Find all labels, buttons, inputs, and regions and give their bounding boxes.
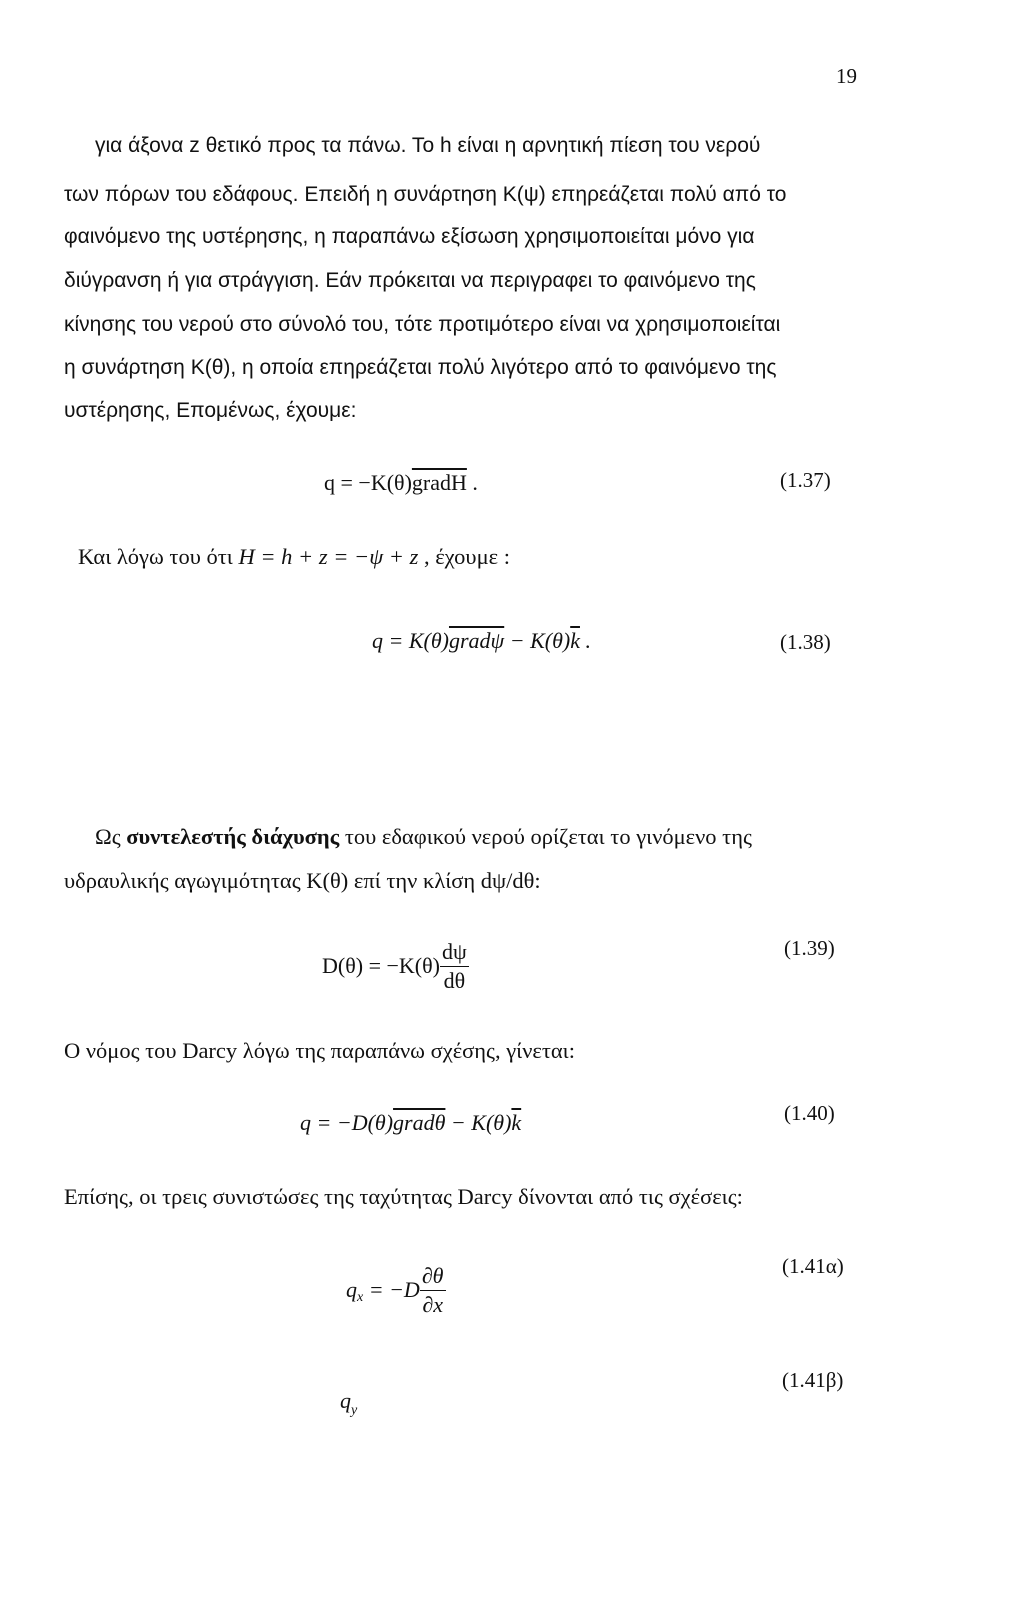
fraction-denominator: dθ: [443, 967, 466, 993]
gradient-term: gradθ: [393, 1110, 446, 1135]
equation-number: (1.38): [780, 630, 831, 654]
text-line: υστέρησης, Επομένως, έχουμε:: [64, 399, 357, 422]
text-line: κίνησης του νερού στο σύνολό του, τότε προτιμότερο είναι να χρησιμοποιείται: [64, 313, 781, 336]
subscript: x: [357, 1290, 364, 1306]
equation-text: q = −D(θ): [300, 1110, 394, 1135]
text-span: Ως: [95, 824, 127, 849]
unit-vector: $\overline{k}$: [570, 628, 580, 653]
equation-1-41a: [346, 1262, 446, 1318]
equation-text: q = K(θ): [372, 628, 449, 653]
fraction: [440, 938, 469, 994]
equation-text: .: [466, 470, 478, 495]
text-line: των πόρων του εδάφους. Επειδή η συνάρτηση Κ(ψ) επηρεάζεται πολύ από το: [64, 183, 787, 206]
gradient-term: gradH: [411, 470, 467, 495]
unit-vector: $\overline{k}$: [511, 1110, 522, 1135]
text-line: διύγρανση ή για στράγγιση. Εάν πρόκειται να περιγραφει το φαινόμενο της: [64, 269, 756, 292]
text-span: του εδαφικού νερού ορίζεται το γινόμενο της: [339, 824, 752, 849]
text-span: , έχουμε :: [418, 544, 510, 569]
equation-number: (1.41β): [782, 1368, 844, 1392]
text-line: [78, 546, 510, 569]
equation-text: .: [579, 628, 591, 653]
bold-term: συντελεστής διάχυσης: [126, 824, 340, 849]
fraction: [420, 1262, 446, 1318]
text-line: υδραυλικής αγωγιμότητας Κ(θ) επί την κλίση dψ/dθ:: [64, 868, 541, 893]
fraction-numerator: ∂θ: [420, 1262, 446, 1291]
text-line: για άξονα z θετικό προς τα πάνω. Το h είναι η αρνητική πίεση του νερού: [95, 134, 761, 157]
equation-1-37: [324, 472, 478, 494]
equation-1-38: [372, 630, 591, 652]
equation-text: q: [340, 1388, 351, 1413]
fraction-numerator: dψ: [440, 938, 469, 967]
equation-text: − K(θ): [445, 1110, 512, 1135]
equation-number: (1.41α): [782, 1254, 844, 1278]
equation-1-40: [300, 1112, 521, 1134]
gradient-term: gradψ: [448, 628, 505, 653]
equation-number: (1.39): [784, 936, 835, 960]
equation-text: q: [346, 1277, 357, 1302]
fraction-denominator: ∂x: [422, 1291, 443, 1317]
equation-1-41b: [340, 1388, 358, 1418]
text-line: Επίσης, οι τρεις συνιστώσες της ταχύτητας Darcy δίνονται από τις σχέσεις:: [64, 1184, 743, 1209]
equation-text: − K(θ): [504, 628, 571, 653]
page-number: 19: [836, 64, 857, 88]
equation-text: q = −K(θ): [324, 470, 412, 495]
text-line: Ο νόμος του Darcy λόγω της παραπάνω σχέσης, γίνεται:: [64, 1038, 575, 1063]
equation-number: (1.37): [780, 468, 831, 492]
equation-number: (1.40): [784, 1101, 835, 1125]
text-line: φαινόμενο της υστέρησης, η παραπάνω εξίσωση χρησιμοποιείται μόνο για: [64, 225, 755, 248]
text-line: η συνάρτηση Κ(θ), η οποία επηρεάζεται πολύ λιγότερο από το φαινόμενο της: [64, 356, 777, 379]
text-line: [95, 826, 752, 849]
inline-math: H = h + z = −ψ + z: [238, 544, 419, 569]
equation-text: = −D: [363, 1277, 420, 1302]
subscript: y: [351, 1403, 358, 1418]
text-span: Και λόγω του ότι: [78, 544, 239, 569]
equation-1-39: [322, 938, 469, 994]
equation-text: D(θ) = −K(θ): [322, 953, 440, 978]
